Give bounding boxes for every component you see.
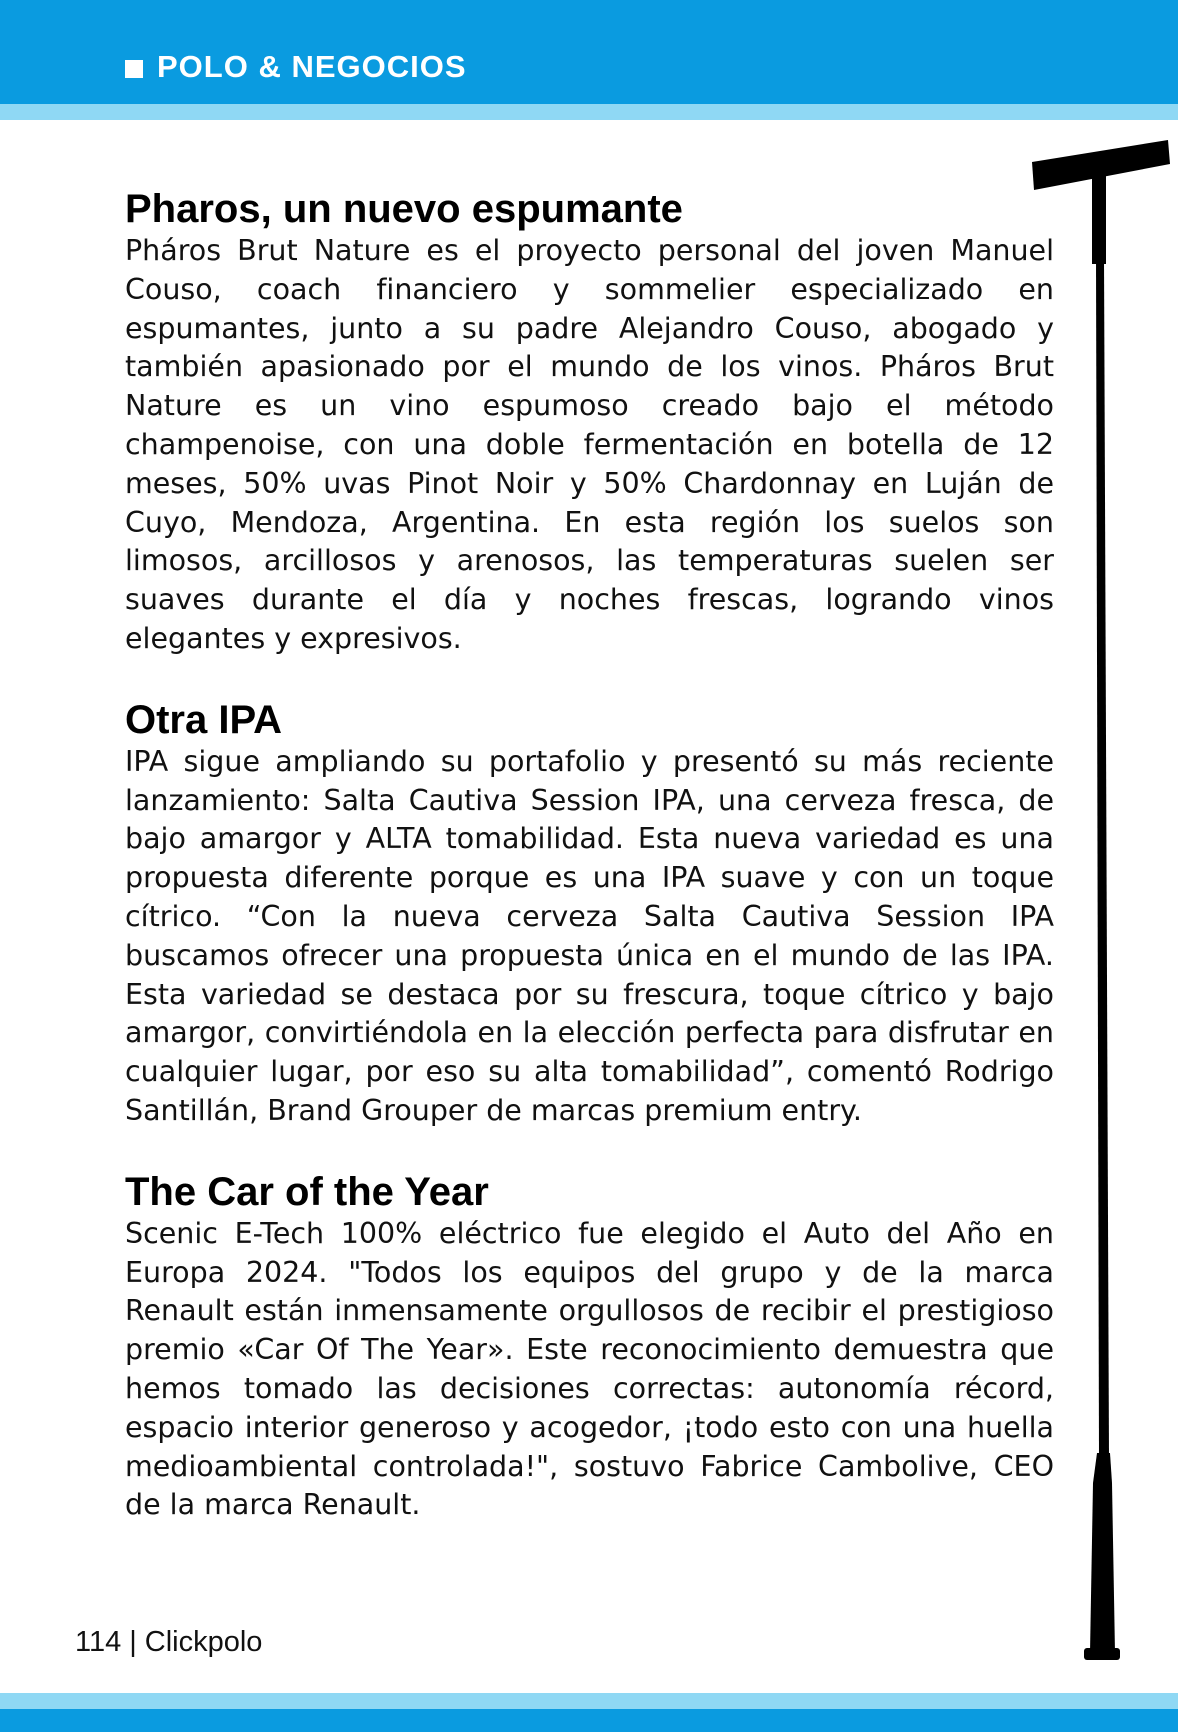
- article-body: IPA sigue ampliando su portafolio y presentó su más reciente lanzamiento: Salta Cautiva Session IPA, una cerveza fresca, de bajo amargor y ALTA tomabilidad. Esta nueva variedad es una propuesta diferente porque es una IPA suave y con un toque cítrico. “Con la nueva cerveza Salta Cautiva Session IPA buscamos ofrecer una propuesta única en el mundo de las IPA. Esta variedad se destaca por su frescura, toque cítrico y bajo amargor, convirtiéndola en la elección perfecta para disfrutar en cualquier lugar, por eso su alta tomabilidad”, comentó Rodrigo Santillán, Brand Grouper de marcas premium entry.: [125, 744, 1054, 1127]
- article-car-of-the-year: [125, 1169, 1054, 1525]
- page-number: 114: [75, 1626, 122, 1658]
- mallet-grip: [1090, 1453, 1115, 1653]
- footer-bar: [0, 1709, 1178, 1732]
- article-body: Pháros Brut Nature es el proyecto personal del joven Manuel Couso, coach financiero y sommelier especializado en espumantes, junto a su padre Alejandro Couso, abogado y también apasionado por el mundo de los vinos. Pháros Brut Nature es un vino espumoso creado bajo el método champenoise, con una doble fermentación en botella de 12 meses, 50% uvas Pinot Noir y 50% Chardonnay en Luján de Cuyo, Mendoza, Argentina. En esta región los suelos son limosos, arcillosos y arenosos, las temperaturas suelen ser suaves durante el día y noches frescas, logrando vinos elegantes y expresivos.: [125, 234, 1054, 655]
- header-accent-stripe: [0, 104, 1178, 120]
- page-footer: [75, 1622, 262, 1662]
- article-column: [125, 186, 1054, 1563]
- square-bullet-icon: [125, 60, 143, 78]
- section-label: POLO & NEGOCIOS: [157, 49, 467, 84]
- mallet-grip-end: [1084, 1648, 1120, 1660]
- mallet-neck: [1092, 174, 1106, 264]
- article-headline: Otra IPA: [125, 697, 283, 742]
- article-ipa: [125, 697, 1054, 1131]
- footer-accent-stripe: [0, 1693, 1178, 1709]
- article-body: Scenic E-Tech 100% eléctrico fue elegido el Auto del Año en Europa 2024. "Todos los equipos del grupo y de la marca Renault están inmensamente orgullosos de recibir el prestigioso premio «Car Of The Year». Este reconocimiento demuestra que hemos tomado las decisiones correctas: autonomía récord, espacio interior generoso y acogedor, ¡todo esto con una huella medioambiental controlada!", sostuvo Fabrice Cambolive, CEO de la marca Renault.: [125, 1216, 1054, 1522]
- mallet-shaft: [1096, 258, 1109, 1458]
- article-pharos: [125, 186, 1054, 659]
- polo-mallet-icon: [1028, 138, 1178, 1668]
- article-headline: Pharos, un nuevo espumante: [125, 187, 683, 231]
- publication-name: Clickpolo: [144, 1626, 263, 1658]
- article-headline: The Car of the Year: [125, 1169, 489, 1214]
- footer-separator: |: [129, 1626, 137, 1658]
